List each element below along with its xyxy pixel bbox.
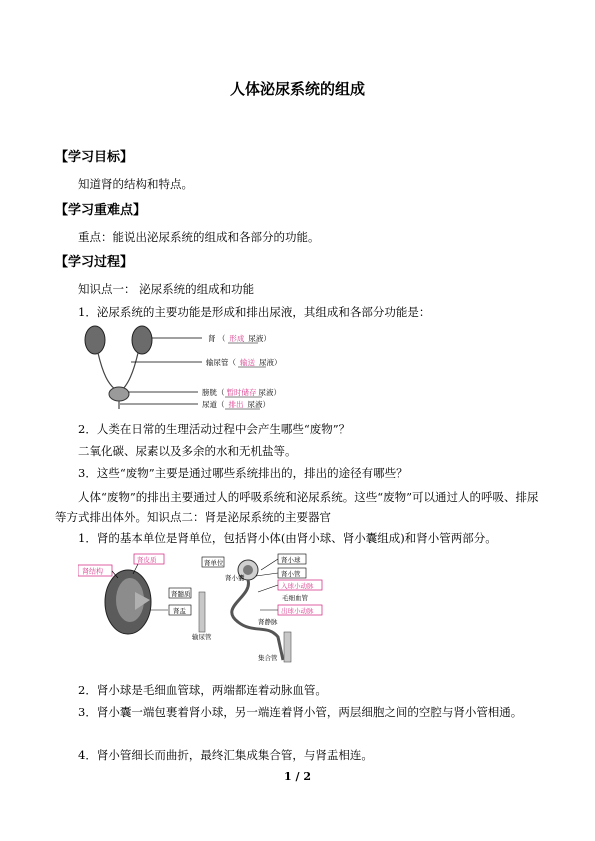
- question-1: 1．泌尿系统的主要功能是形成和排出尿液，其组成和各部分功能是：: [78, 305, 431, 319]
- urinary-system-diagram: [78, 324, 378, 410]
- heading-process: 【学习过程】: [55, 255, 134, 270]
- label-medulla: 肾髓质: [171, 590, 191, 598]
- label-out-artery: 出球小动脉: [281, 607, 314, 615]
- label-in-artery: 入球小动脉: [281, 582, 314, 590]
- answer-3: 人体“废物”的排出主要通过人的呼吸系统和泌尿系统。这些“废物”可以通过人的呼吸、排尿等方式排出体外。知识点二：肾是泌尿系统的主要器官: [55, 490, 539, 524]
- question-3: 3．这些“废物”主要是通过哪些系统排出的，排出的途径有哪些？: [78, 466, 408, 480]
- question-2: 2．人类在日常的生理活动过程中会产生哪些“废物”？: [78, 422, 351, 436]
- collecting-tube-shape: [284, 632, 291, 662]
- collecting-duct-shape: [199, 592, 205, 632]
- label-pelvis: 肾盂: [173, 607, 186, 615]
- answer-2: 二氧化碳、尿素以及多余的水和无机盐等。: [78, 444, 297, 458]
- label-ureter: 输尿管（ 输送 尿液）: [206, 358, 282, 367]
- page-number: 1 / 2: [284, 770, 311, 783]
- label-tubule: 肾小管: [281, 570, 301, 578]
- key-points-text: 重点：能说出泌尿系统的组成和各部分的功能。: [78, 230, 320, 244]
- label-capillary: 毛细血管: [282, 594, 308, 602]
- label-urethra: 尿道（ 排出 尿液）: [202, 400, 270, 409]
- knowledge-2-item-2: 2．肾小球是毛细血管球，两端都连着动脉血管。: [78, 683, 327, 697]
- label-capsule: 肾小囊: [225, 574, 245, 582]
- knowledge-2-item-4: 4．肾小管细长而曲折，最终汇集成集合管，与肾盂相连。: [78, 748, 373, 762]
- left-ureter-shape: [98, 353, 116, 390]
- knowledge-2-item-1: 1．肾的基本单位是肾单位，包括肾小体(由肾小球、肾小囊组成)和肾小管两部分。: [78, 531, 497, 545]
- label-collecting: 集合管: [258, 654, 278, 662]
- heading-key-points: 【学习重难点】: [55, 203, 147, 218]
- glomerulus-core-shape: [243, 565, 253, 575]
- page-title: 人体泌尿系统的组成: [229, 80, 365, 98]
- nephron-diagram: [78, 552, 378, 666]
- label-ureter-2: 输尿管: [192, 633, 212, 641]
- label-cortex: 肾皮质: [137, 556, 157, 564]
- bladder-shape: [109, 387, 129, 401]
- label-glomerulus: 肾小球: [281, 556, 301, 564]
- label-kidney-section: 肾结构: [82, 567, 103, 576]
- right-kidney-shape: [132, 326, 152, 354]
- label-vein: 肾静脉: [258, 618, 278, 626]
- label-bladder: 膀胱（ 暂时储存 尿液）: [202, 388, 281, 397]
- left-kidney-shape: [85, 326, 105, 354]
- right-ureter-shape: [122, 353, 138, 390]
- knowledge-point-1: 知识点一： 泌尿系统的组成和功能: [78, 282, 255, 296]
- heading-goal: 【学习目标】: [55, 150, 134, 165]
- knowledge-2-item-3: 3．肾小囊一端包裹着肾小球，另一端连着肾小管，两层细胞之间的空腔与肾小管相通。: [78, 705, 523, 719]
- goal-text: 知道肾的结构和特点。: [78, 177, 193, 191]
- label-nephron: 肾单位: [204, 559, 224, 567]
- label-kidney: 肾 （ 形成 尿液）: [208, 334, 271, 343]
